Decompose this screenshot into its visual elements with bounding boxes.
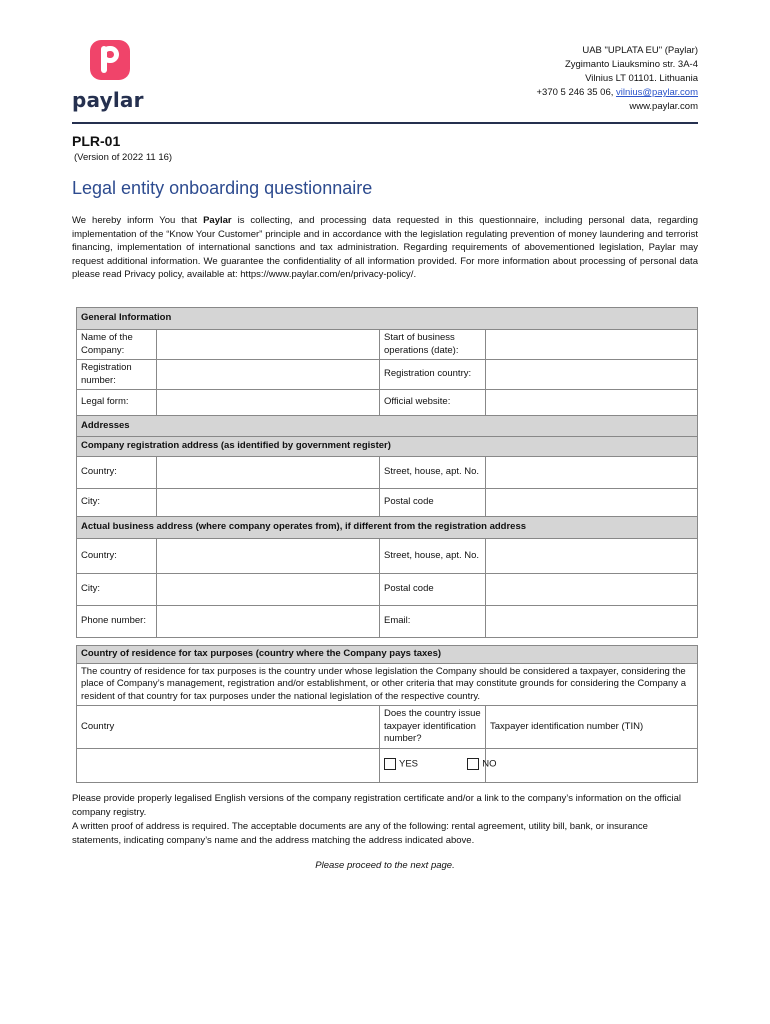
no-checkbox[interactable]: [467, 758, 479, 770]
act-phone-field[interactable]: [157, 606, 380, 638]
proceed-next-page: Please proceed to the next page.: [315, 860, 455, 871]
registration-number-field[interactable]: [157, 360, 380, 390]
company-phone-email: [537, 86, 699, 100]
official-website-label: Official website:: [380, 390, 486, 416]
reg-city-field[interactable]: [157, 489, 380, 517]
section-tax-residence: Country of residence for tax purposes (country where the Company pays taxes): [77, 646, 698, 664]
act-city-label: City:: [77, 574, 157, 606]
footer-note-registry: Please provide properly legalised English versions of the company registration certificate and/or a link to the company’s information on the official company registry.: [72, 793, 682, 818]
reg-country-label: Country:: [77, 457, 157, 489]
registration-country-field[interactable]: [486, 360, 698, 390]
questionnaire-table: [76, 307, 698, 783]
issues-tin-label: Does the country issue taxpayer identification number?: [380, 706, 486, 749]
footer-notes: [72, 792, 698, 848]
registration-country-label: Registration country:: [380, 360, 486, 390]
reg-city-label: City:: [77, 489, 157, 517]
act-phone-label: Phone number:: [77, 606, 157, 638]
tax-country-label: Country: [77, 706, 380, 749]
no-label: NO: [482, 759, 497, 770]
document-title: Legal entity onboarding questionnaire: [72, 178, 373, 198]
tin-field[interactable]: [486, 748, 698, 782]
company-website[interactable]: www.paylar.com: [629, 101, 698, 112]
legal-form-field[interactable]: [157, 390, 380, 416]
reg-street-label: Street, house, apt. No.: [380, 457, 486, 489]
start-date-label: Start of business operations (date):: [380, 330, 486, 360]
tin-label: Taxpayer identification number (TIN): [486, 706, 698, 749]
company-city: Vilnius LT 01101. Lithuania: [585, 73, 698, 84]
intro-text-start: We hereby inform You that: [72, 215, 204, 226]
act-email-field[interactable]: [486, 606, 698, 638]
intro-brand: Paylar: [203, 215, 232, 226]
act-email-label: Email:: [380, 606, 486, 638]
act-postal-label: Postal code: [380, 574, 486, 606]
act-postal-field[interactable]: [486, 574, 698, 606]
tax-country-field[interactable]: [77, 748, 380, 782]
act-street-label: Street, house, apt. No.: [380, 539, 486, 574]
company-phone: +370 5 246 35 06,: [536, 87, 614, 98]
act-country-field[interactable]: [157, 539, 380, 574]
paylar-logo-icon: [90, 40, 130, 80]
table-spacer: [77, 638, 698, 646]
intro-paragraph: [72, 214, 698, 282]
reg-postal-field[interactable]: [486, 489, 698, 517]
company-street: Zygimanto Liauksmino str. 3A-4: [564, 59, 698, 70]
start-date-field[interactable]: [486, 330, 698, 360]
registration-number-label: Registration number:: [77, 360, 157, 390]
official-website-field[interactable]: [486, 390, 698, 416]
yes-checkbox[interactable]: [384, 758, 396, 770]
company-email-link[interactable]: vilnius@paylar.com: [616, 87, 698, 98]
logo-wordmark: paylar: [72, 88, 144, 112]
reg-street-field[interactable]: [486, 457, 698, 489]
tax-residence-note: The country of residence for tax purposes is the country under whose legislation the Company should be considered a taxpayer, considering the place of Company’s management, registration and/or establishment, or other criteria that may constitute grounds for considering the Company a resident of that country for tax purposes under the national legislation of the respective country.: [77, 663, 698, 706]
act-country-label: Country:: [77, 539, 157, 574]
company-contact-block: [537, 44, 699, 114]
paylar-logo: [72, 40, 152, 112]
section-registration-address: Company registration address (as identified by government register): [77, 437, 698, 457]
yes-label: YES: [399, 759, 419, 770]
header-divider: [72, 122, 698, 124]
act-city-field[interactable]: [157, 574, 380, 606]
act-street-field[interactable]: [486, 539, 698, 574]
reg-postal-label: Postal code: [380, 489, 486, 517]
issues-tin-options: [380, 748, 497, 782]
footer-note-proof-of-address: A written proof of address is required. The acceptable documents are any of the following: rental agreement, utility bill, bank, or insurance statements, indicating company’s name and the address matching the address indicated above.: [72, 821, 648, 846]
reg-country-field[interactable]: [157, 457, 380, 489]
document-code: PLR-01: [72, 133, 121, 149]
company-name-field[interactable]: [157, 330, 380, 360]
section-actual-address: Actual business address (where company operates from), if different from the registration address: [77, 517, 698, 539]
document-version: (Version of 2022 11 16): [74, 152, 173, 163]
section-addresses: Addresses: [77, 416, 698, 437]
section-general-information: General Information: [77, 308, 698, 330]
legal-form-label: Legal form:: [77, 390, 157, 416]
company-name: UAB "UPLATA EU" (Paylar): [582, 45, 698, 56]
intro-text-rest: is collecting, and processing data requested in this questionnaire, including personal data, regarding implementation of the “Know Your Customer” principle and in accordance with the legislation regulating prevention of money laundering and terrorist financing, implementation of international sanctions and tax administration. Regarding requirements of abovementioned legislation, Paylar may request additional information. We guarantee the confidentiality of all information provided. For more information about processing of personal data please read Privacy policy, available at: https://www.paylar.com/en/privacy-policy/.: [72, 215, 698, 281]
company-name-label: Name of the Company:: [77, 330, 157, 360]
